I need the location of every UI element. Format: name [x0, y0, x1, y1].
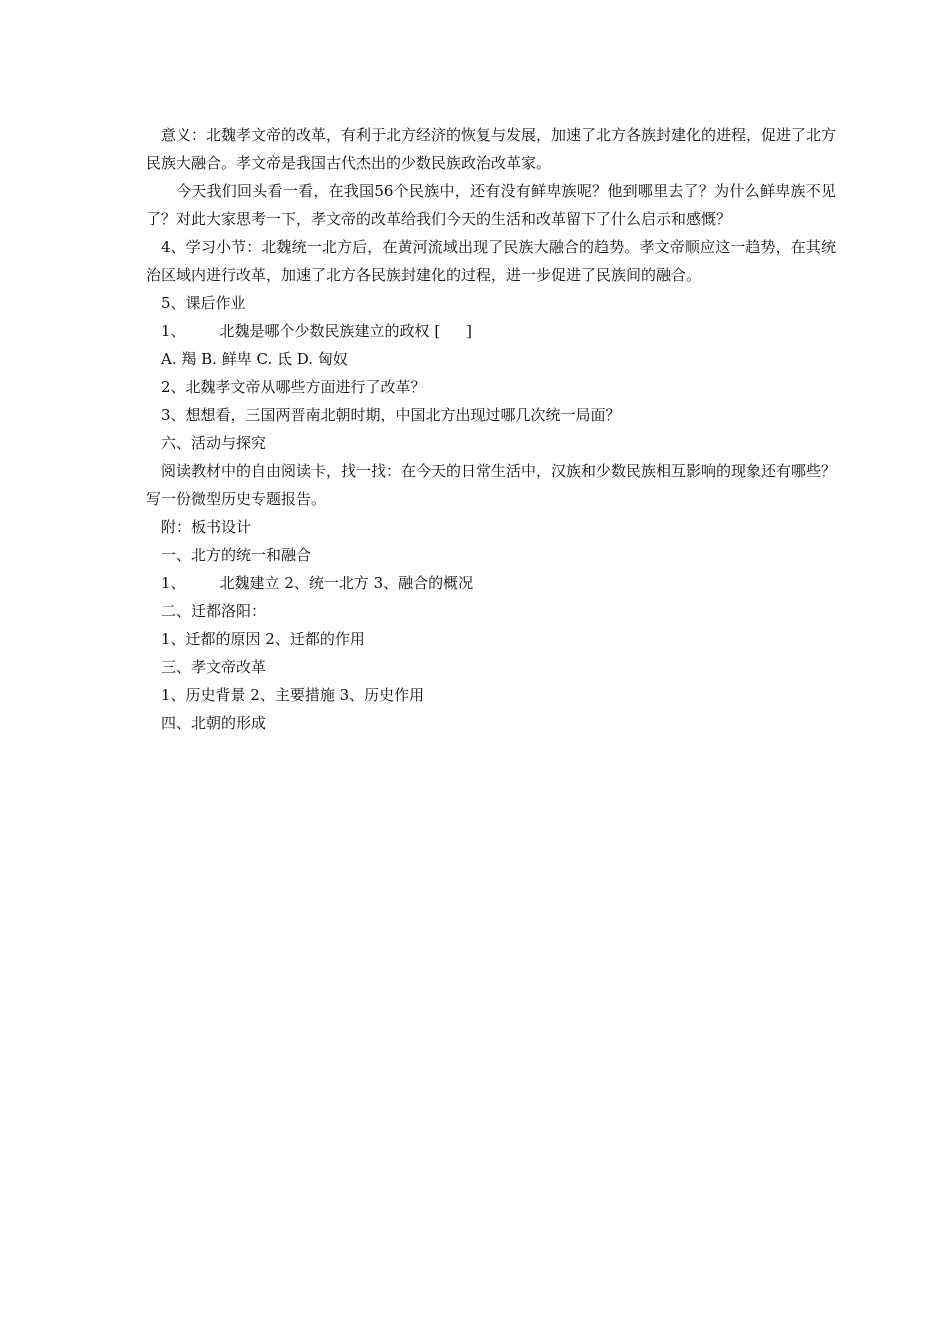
document-body: [146, 121, 836, 737]
question-2: 2、北魏孝文帝从哪些方面进行了改革？: [161, 378, 426, 396]
question-1: [146, 317, 836, 345]
board-section-1-items: [146, 569, 836, 597]
board-design-heading: 附：板书设计: [161, 518, 252, 536]
question-1-options: A. 羯 B. 鲜卑 C. 氐 D. 匈奴: [161, 350, 348, 368]
question-1-number: 1、: [161, 322, 186, 340]
significance-paragraph: 意义：北魏孝文帝的改革，有利于北方经济的恢复与发展，加速了北方各族封建化的进程，促进了北方民族大融合。孝文帝是我国古代杰出的少数民族政治改革家。: [146, 126, 837, 172]
question-1-text: 北魏是哪个少数民族建立的政权 [: [219, 322, 441, 340]
board-section-3-title: 三、孝文帝改革: [161, 658, 267, 676]
question-1-close-bracket: ]: [466, 322, 473, 340]
homework-heading: 5、课后作业: [161, 294, 246, 312]
question-3: 3、想想看，三国两晋南北朝时期，中国北方出现过哪几次统一局面？: [161, 406, 621, 424]
board-section-4-title: 四、北朝的形成: [161, 714, 267, 732]
board-section-2-items: 1、迁都的原因 2、迁都的作用: [161, 630, 365, 648]
activity-paragraph: 阅读教材中的自由阅读卡，找一找：在今天的日常生活中，汉族和少数民族相互影响的现象还有哪些？写一份微型历史专题报告。: [146, 462, 837, 508]
board-section-1-text: 北魏建立 2、统一北方 3、融合的概况: [219, 574, 474, 592]
summary-paragraph: 4、学习小节：北魏统一北方后，在黄河流域出现了民族大融合的趋势。孝文帝顺应这一趋势，在其统治区域内进行改革，加速了北方各民族封建化的过程，进一步促进了民族间的融合。: [146, 238, 836, 284]
board-section-1-number: 1、: [161, 574, 186, 592]
board-section-1-title: 一、北方的统一和融合: [161, 546, 312, 564]
activity-heading: 六、活动与探究: [161, 434, 267, 452]
board-section-2-title: 二、迁都洛阳：: [161, 602, 267, 620]
reflection-paragraph: 今天我们回头看一看，在我国56个民族中，还有没有鲜卑族呢？他到哪里去了？为什么鲜卑族不见了？对此大家思考一下，孝文帝的改革给我们今天的生活和改革留下了什么启示和感慨？: [146, 182, 836, 228]
board-section-3-items: 1、历史背景 2、主要措施 3、历史作用: [161, 686, 425, 704]
